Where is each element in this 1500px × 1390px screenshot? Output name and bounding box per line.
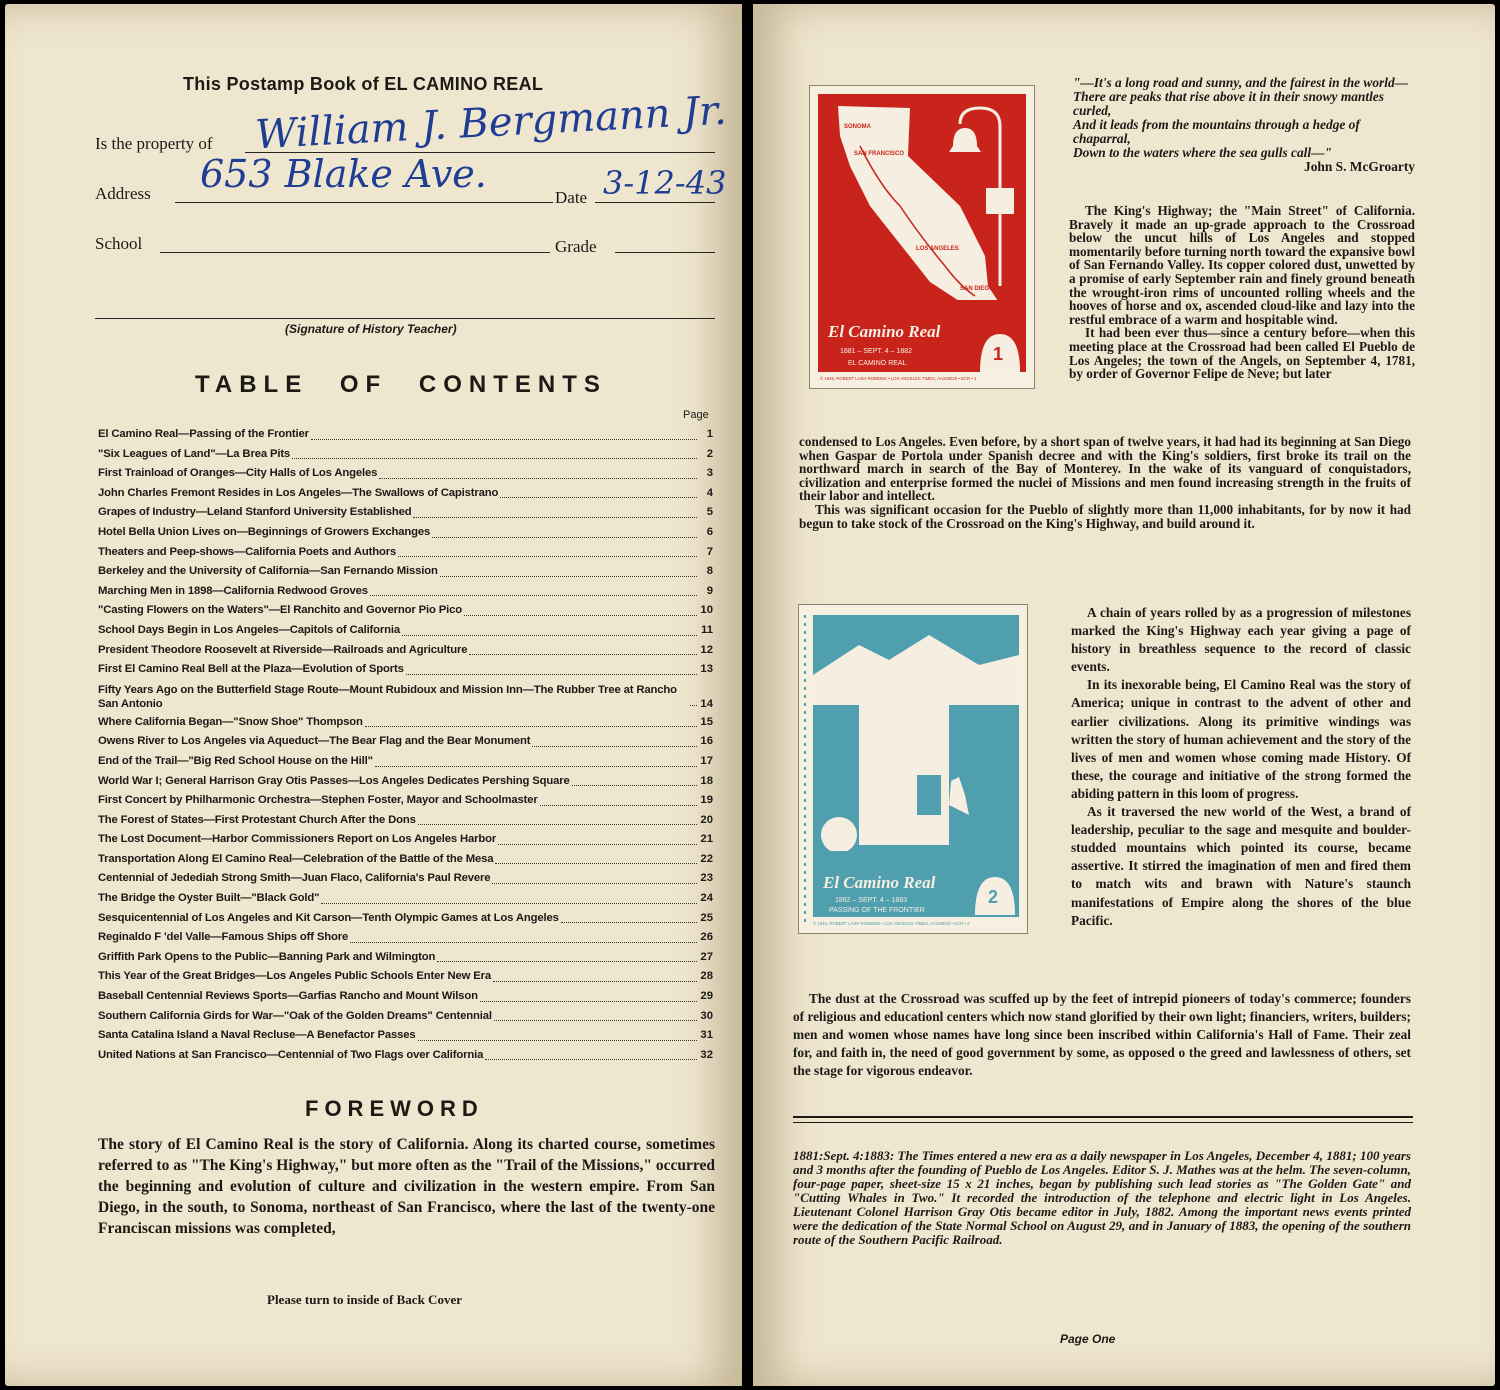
- toc-entry-page: 32: [700, 1048, 713, 1061]
- toc-entry-title: John Charles Fremont Resides in Los Angeles—The Swallows of Capistrano: [98, 486, 499, 499]
- toc-entry-page: 5: [706, 506, 713, 519]
- toc-entry-page: 2: [706, 447, 713, 460]
- toc-entry-title: Marching Men in 1898—California Redwood Groves: [98, 584, 368, 597]
- toc-entry: [98, 562, 713, 582]
- toc-entry-title: Centennial of Jedediah Strong Smith—Juan Flaco, California's Paul Revere: [98, 872, 491, 885]
- toc-title: TABLE OF CONTENTS: [195, 371, 607, 398]
- toc-entry-page: 17: [700, 754, 713, 767]
- toc-entry: [98, 889, 713, 909]
- divider-bottom: [793, 1122, 1413, 1123]
- quote-line-1: "—It's a long road and sunny, and the fairest in the world—: [1073, 75, 1409, 90]
- toc-leader-dots: [365, 726, 697, 727]
- toc-leader-dots: [540, 805, 697, 806]
- map-label-san-diego: SAN DIEGO: [960, 286, 994, 292]
- stamp-1-number: 1: [993, 344, 1004, 364]
- turn-page-note: Please turn to inside of Back Cover: [267, 1292, 462, 1307]
- toc-page-header: Page: [683, 409, 709, 421]
- toc-leader-dots: [464, 615, 697, 616]
- toc-entry-page: 11: [701, 623, 713, 636]
- stamp-1-copyright: © 1946, ROBERT LASH ROBBINS • LOS ANGELES TIMES, AA249020 • ECR • 1: [820, 376, 977, 381]
- toc-entry: [98, 830, 713, 850]
- address-label: Address: [95, 184, 151, 203]
- toc-entry-title: Baseball Centennial Reviews Sports—Garfias Rancho and Mount Wilson: [98, 990, 478, 1003]
- toc-entry-page: 1: [706, 428, 713, 440]
- toc-entry: [98, 869, 713, 889]
- toc-entry-title: Santa Catalina Island a Naval Recluse—A Benefactor Passes: [98, 1029, 416, 1042]
- toc-entry: [98, 1026, 713, 1046]
- foreword-text: The story of El Camino Real is the story of California. Along its charted course, sometimes referred to as "The King's Highway," but more often as the "Trail of the Missions," occurred the beginning and evolution of culture and civilization in the western empire. From San Diego, in the south, to Sonoma, northeast of San Francisco, where the last of the twenty-one Franciscan missions was completed,: [98, 1136, 715, 1237]
- toc-entry: [98, 791, 713, 811]
- toc-entry-page: 21: [700, 833, 713, 846]
- toc-entry-page: 27: [700, 950, 713, 963]
- toc-entry: [98, 1046, 713, 1066]
- paragraph-condensed: condensed to Los Angeles. Even before, by a short span of twelve years, it had had its beginning at San Diego when Gaspar de Portola under Spanish decree and with the King's soldiers, first broke its trail on the northward march in search of the Bay of Monterey. In the wake of its vanguard of conquistadors, civilization and enterprise formed the nuclei of Missions and men found increasing strength in the fruits of their labor and intellect.: [799, 434, 1411, 504]
- toc-entry-title: End of the Trail—"Big Red School House on the Hill": [98, 754, 373, 767]
- stamp-1-dates: 1881 – SEPT. 4 – 1882: [840, 348, 912, 355]
- toc-entry: [98, 732, 713, 752]
- toc-entry: [98, 1007, 713, 1027]
- toc-entry: [98, 484, 713, 504]
- grade-line: [615, 252, 715, 253]
- paragraph-dust-crossroad: The dust at the Crossroad was scuffed up by the feet of intrepid pioneers of today's commerce; founders of religious and educationl centers which now stand glorified by their own light; financiers, writers, builders; men and women whose names have long since been inscribed within California's Hall of Fame. Their zeal for, and faith in, the need of good government by some, as opposed o the greed and lawlessness of others, set the stage for vigorous endeavor.: [793, 991, 1411, 1079]
- toc-leader-dots: [398, 556, 697, 557]
- wide-paragraphs: [799, 435, 1411, 530]
- toc-entry-page: 30: [700, 1009, 713, 1022]
- toc-entry-title: Sesquicentennial of Los Angeles and Kit Carson—Tenth Olympic Games at Los Angeles: [98, 911, 559, 924]
- toc-entry: [98, 503, 713, 523]
- signature-line: [95, 318, 715, 319]
- toc-entry: [98, 523, 713, 543]
- toc-leader-dots: [406, 674, 697, 675]
- toc-leader-dots: [437, 961, 697, 962]
- toc-entry-title: School Days Begin in Los Angeles—Capitols of California: [98, 623, 401, 636]
- toc-entry-page: 13: [700, 663, 713, 676]
- toc-leader-dots: [311, 439, 697, 440]
- paragraph-new-world: As it traversed the new world of the West, a brand of leadership, peculiar to the sage and mesquite and boulder-studded mountains which pointed its course, became assertive. It stirred the imagination of men and fired them to match wits and brawn with Nature's staunch manifestations of Empire along the shores of the blue Pacific.: [1071, 804, 1411, 928]
- toc-entry-title: President Theodore Roosevelt at Riverside—Railroads and Agriculture: [98, 643, 468, 656]
- toc-entry-title: United Nations at San Francisco—Centennial of Two Flags over California: [98, 1048, 484, 1061]
- toc-leader-dots: [418, 1040, 697, 1041]
- toc-leader-dots: [485, 1059, 697, 1060]
- toc-entry-title: The Forest of States—First Protestant Church After the Dons: [98, 813, 416, 826]
- toc-entry: [98, 811, 713, 831]
- map-label-los-angeles: LOS ANGELES: [916, 246, 959, 252]
- toc-entry-title: The Bridge the Oyster Built—"Black Gold": [98, 892, 320, 905]
- toc-entry-page: 23: [700, 872, 713, 885]
- toc-entry-page: 14: [700, 697, 713, 710]
- mission-door-icon: [917, 775, 941, 815]
- paragraph-inexorable-being: In its inexorable being, El Camino Real was the story of America; unique in contrast to the advent of other and earlier civilizations. Along its primitive windings was written the story of human achievement and the story of the lives of men and women whose coming made History. Of these, the courage and initiative of the strong formed the abiding pattern in this loom of progress.: [1071, 677, 1411, 801]
- toc-entry-page: 22: [700, 852, 713, 865]
- toc-entry-title: Where California Began—"Snow Shoe" Thompson: [98, 715, 363, 728]
- quote-author: John S. McGroarty: [1304, 159, 1415, 174]
- toc-entry-page: 28: [700, 970, 713, 983]
- toc-entry-title: World War I; General Harrison Gray Otis Passes—Los Angeles Dedicates Pershing Square: [98, 774, 570, 787]
- toc-entry-page: 8: [706, 565, 713, 578]
- toc-leader-dots: [494, 1020, 697, 1021]
- toc-entry-page: 29: [700, 990, 713, 1003]
- stamp-2-copyright: © 1946, ROBERT LASH ROBBINS • LOS ANGELES TIMES, AA249020 • ECR • 2: [813, 921, 970, 926]
- toc-entry-title: Owens River to Los Angeles via Aqueduct—The Bear Flag and the Bear Monument: [98, 735, 531, 748]
- table-of-contents: [98, 425, 713, 1065]
- paragraph-ever-thus: It had been ever thus—since a century before—when this meeting place at the Crossroad had been called El Pueblo de Los Angeles; the town of the Angels, on September 4, 1781, by order of Governor Felipe de Neve; but later: [1069, 325, 1415, 382]
- toc-entry-title: "Casting Flowers on the Waters"—El Ranchito and Governor Pio Pico: [98, 604, 462, 617]
- toc-entry-page: 12: [700, 643, 713, 656]
- bell-tower-icon: [871, 665, 901, 705]
- toc-entry: [98, 425, 713, 445]
- toc-entry: [98, 660, 713, 680]
- toc-leader-dots: [379, 478, 697, 479]
- toc-entry-page: 4: [706, 486, 713, 499]
- mission-building-icon: [859, 695, 949, 845]
- right-page: [753, 4, 1495, 1386]
- toc-entry: [98, 928, 713, 948]
- toc-entry-title: Grapes of Industry—Leland Stanford University Established: [98, 506, 412, 519]
- toc-leader-dots: [292, 458, 697, 459]
- stamp-1-subtitle: EL CAMINO REAL: [848, 360, 907, 367]
- toc-leader-dots: [350, 942, 697, 943]
- toc-leader-dots: [690, 705, 697, 706]
- toc-entry: [98, 909, 713, 929]
- date-handwritten: 3-12-43: [603, 164, 727, 202]
- toc-leader-dots: [370, 595, 697, 596]
- toc-entry: [98, 948, 713, 968]
- toc-entry: [98, 621, 713, 641]
- stamp-1-title: El Camino Real: [828, 322, 941, 341]
- toc-entry-title: Transportation Along El Camino Real—Celebration of the Battle of the Mesa: [98, 852, 494, 865]
- toc-entry: [98, 713, 713, 733]
- property-label: Is the property of: [95, 134, 213, 153]
- toc-entry-title: "Six Leagues of Land"—La Brea Pits: [98, 447, 291, 460]
- toc-entry-page: 6: [706, 525, 713, 538]
- chain-paragraphs: [1071, 604, 1411, 930]
- date-line: [595, 202, 715, 203]
- toc-entry-page: 24: [700, 892, 713, 905]
- toc-entry: [98, 680, 713, 713]
- toc-entry: [98, 543, 713, 563]
- toc-entry-title: Griffith Park Opens to the Public—Banning Park and Wilmington: [98, 950, 436, 963]
- toc-entry-page: 7: [706, 545, 713, 558]
- toc-entry: [98, 752, 713, 772]
- divider-top: [793, 1116, 1413, 1118]
- stamp-1-art: [810, 86, 1034, 388]
- toc-leader-dots: [321, 903, 697, 904]
- toc-entry-page: 19: [700, 794, 713, 807]
- school-line: [160, 252, 550, 253]
- toc-leader-dots: [572, 785, 697, 786]
- toc-leader-dots: [402, 635, 697, 636]
- toc-leader-dots: [498, 844, 697, 845]
- toc-leader-dots: [469, 654, 697, 655]
- toc-leader-dots: [375, 766, 697, 767]
- toc-entry-page: 3: [706, 467, 713, 480]
- toc-entry-title: The Lost Document—Harbor Commissioners Report on Los Angeles Harbor: [98, 833, 497, 846]
- toc-entry: [98, 967, 713, 987]
- toc-leader-dots: [493, 981, 697, 982]
- times-footnote: 1881:Sept. 4:1883: The Times entered a new era as a daily newspaper in Los Angeles, December 4, 1881; 100 years and 3 months after the founding of Pueblo de Los Angeles. Editor S. J. Mathes was at the helm. The seven-column, four-page paper, sheet-size 15 x 21 inches, began by publishing such lead stories as "The Golden Gate" and "Cutting Whales in Two." It recorded the introduction of the telephone and electric light in Los Angeles. Lieutenant Colonel Harrison Gray Otis became editor in July, 1882. Among the important news events printed were the dedication of the State Normal School on August 29, and in January of 1883, the opening of the southern route of the Southern Pacific Railroad.: [793, 1148, 1411, 1247]
- quote-line-4: Down to the waters where the sea gulls call—": [1073, 145, 1332, 160]
- toc-entry-title: This Year of the Great Bridges—Los Angeles Public Schools Enter New Era: [98, 970, 492, 983]
- grade-label: Grade: [555, 237, 597, 256]
- toc-entry-page: 25: [700, 911, 713, 924]
- toc-entry-page: 31: [700, 1029, 713, 1042]
- stamp-2: [798, 604, 1028, 934]
- address-line: [175, 202, 553, 203]
- toc-entry: [98, 641, 713, 661]
- stamp-2-number: 2: [988, 887, 999, 907]
- map-label-san-francisco: SAN FRANCISCO: [854, 151, 905, 157]
- signature-label: (Signature of History Teacher): [285, 322, 457, 336]
- toc-leader-dots: [532, 746, 697, 747]
- toc-entry-page: 26: [700, 931, 713, 944]
- toc-entry: [98, 850, 713, 870]
- toc-leader-dots: [413, 517, 697, 518]
- toc-leader-dots: [480, 1001, 697, 1002]
- road-sign-icon: [986, 188, 1014, 214]
- address-handwritten: 653 Blake Ave.: [200, 152, 487, 196]
- toc-entry: [98, 601, 713, 621]
- left-page: [5, 4, 742, 1386]
- toc-entry-title: El Camino Real—Passing of the Frontier: [98, 428, 309, 440]
- owner-signature: William J. Bergmann Jr.: [254, 87, 728, 159]
- toc-entry-title: First El Camino Real Bell at the Plaza—Evolution of Sports: [98, 663, 404, 676]
- toc-entry-page: 10: [700, 604, 713, 617]
- date-label: Date: [555, 188, 588, 207]
- paragraph-kings-highway: The King's Highway; the "Main Street" of California. Bravely it made an up-grade approach to the Crossroad below the uncut hills of Los Angeles and stopped momentarily before turning north toward the expansive bowl of San Fernando Valley. Its copper colored dust, unwetted by a promise of early September rain and finely ground beneath the wrought-iron rims of uncounted rolling wheels and the hooves of horse and ox, ascended cloud-like and lazy into the restful embrace of a warm and hospitable wind.: [1069, 203, 1415, 327]
- toc-entry-page: 15: [700, 715, 713, 728]
- toc-leader-dots: [492, 883, 697, 884]
- toc-entry-page: 18: [700, 774, 713, 787]
- toc-entry: [98, 582, 713, 602]
- quote-line-2: There are peaks that rise above it in their snowy mantles curled,: [1073, 89, 1384, 118]
- toc-leader-dots: [561, 922, 697, 923]
- paragraph-significant-occasion: This was significant occasion for the Pueblo of slightly more than 11,000 inhabitants, for by now it had begun to take stock of the Crossroad on the King's Highway, and build around it.: [799, 501, 1411, 531]
- toc-entry-title: First Concert by Philharmonic Orchestra—Stephen Foster, Mayor and Schoolmaster: [98, 794, 538, 807]
- toc-entry-title: Hotel Bella Union Lives on—Beginnings of Growers Exchanges: [98, 525, 431, 538]
- toc-entry-page: 16: [700, 735, 713, 748]
- toc-entry: [98, 772, 713, 792]
- stamp-2-subtitle: PASSING OF THE FRONTIER: [829, 907, 925, 914]
- upper-paragraphs: [1069, 204, 1415, 381]
- toc-entry-title: First Trainload of Oranges—City Halls of Los Angeles: [98, 467, 378, 480]
- toc-leader-dots: [500, 497, 697, 498]
- toc-entry-page: 20: [700, 813, 713, 826]
- stamp-2-title: El Camino Real: [823, 873, 936, 892]
- toc-entry-title: Berkeley and the University of California—San Fernando Mission: [98, 565, 438, 578]
- toc-entry-title: Fifty Years Ago on the Butterfield Stage Route—Mount Rubidoux and Mission Inn—The Rubber Tree at Rancho San Antonio: [98, 683, 677, 710]
- school-label: School: [95, 234, 143, 253]
- toc-leader-dots: [440, 576, 697, 577]
- foreword-title: FOREWORD: [305, 1096, 484, 1121]
- paragraph-chain-of-years: A chain of years rolled by as a progression of milestones marked the King's Highway each year giving a page of history in breathless sequence to the record of classic events.: [1071, 605, 1411, 675]
- stamp-1: [809, 85, 1035, 389]
- quote-line-3: And it leads from the mountains through a hedge of chaparral,: [1073, 117, 1360, 146]
- map-label-sonoma: SONOMA: [844, 124, 871, 130]
- toc-entry-title: Reginaldo F 'del Valle—Famous Ships off Shore: [98, 931, 349, 944]
- toc-leader-dots: [418, 824, 697, 825]
- toc-leader-dots: [432, 537, 697, 538]
- page-number: Page One: [1060, 1332, 1116, 1346]
- toc-entry: [98, 445, 713, 465]
- toc-entry: [98, 464, 713, 484]
- toc-entry-title: Southern California Girds for War—"Oak of the Golden Dreams" Centennial: [98, 1009, 492, 1022]
- toc-entry-page: 9: [706, 584, 713, 597]
- quote-block: [1073, 76, 1415, 174]
- tree-icon: [821, 817, 857, 853]
- stamp-2-dates: 1882 – SEPT. 4 – 1883: [835, 897, 907, 904]
- toc-entry-title: Theaters and Peep-shows—California Poets and Authors: [98, 545, 397, 558]
- toc-leader-dots: [495, 863, 697, 864]
- toc-entry: [98, 987, 713, 1007]
- book-title: This Postamp Book of EL CAMINO REAL: [183, 74, 544, 94]
